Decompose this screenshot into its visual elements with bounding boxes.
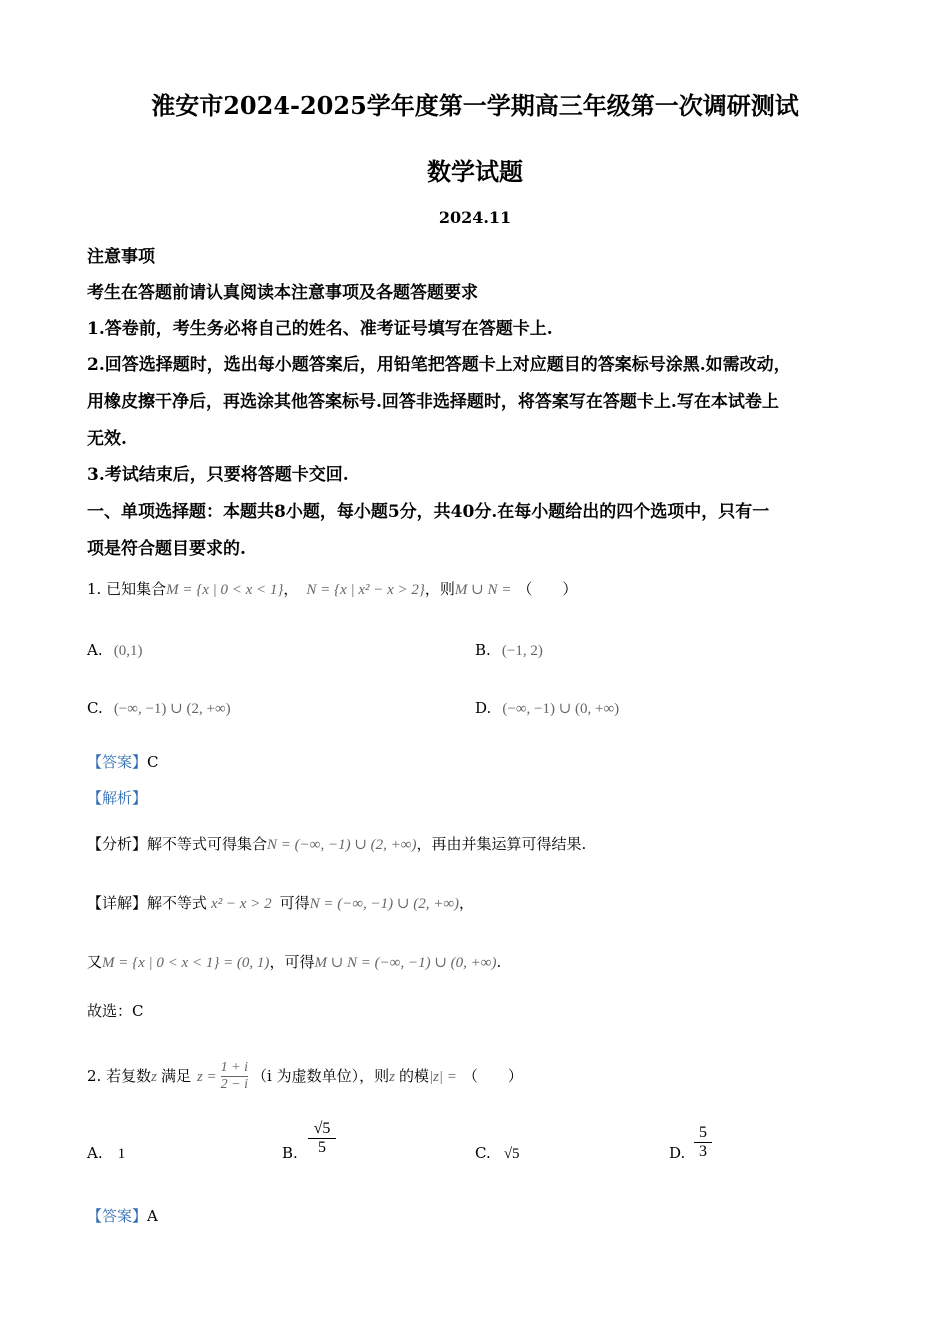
q1-xiangjie [87,892,474,913]
q2-option-d [669,1143,685,1162]
q2-answer [87,1205,158,1226]
q2-z: z [151,1069,157,1085]
q2-answer-value: A [147,1207,158,1225]
exam-subtitle: 数学试题 [427,157,523,186]
q2-option-d-num: 5 [699,1124,707,1141]
q2-option-a-label: A. [87,1144,103,1162]
q1-fenxi [87,833,586,854]
q1-you-label: 又 [87,953,103,971]
q1-union: M ∪ N = [454,582,512,598]
q1-answer-tag: 【答案】 [87,753,148,771]
q1-xiangjie-inequality: x² − x > 2 [211,896,272,912]
q2-paren: （ ） [462,1067,523,1085]
q2-option-d-label: D. [669,1144,686,1162]
notice-item-3: 3.考试结束后，只要将答题卡交回. [87,465,349,485]
q1-option-b-label: B. [475,641,491,659]
q2-modulus-expr: |z| = [428,1069,457,1085]
q2-option-b [282,1143,298,1162]
q1-option-d [475,698,619,718]
q1-stem [87,578,577,599]
q1-you-result: M ∪ N = (−∞, −1) ∪ (0, +∞) [314,955,497,971]
q2-option-c [475,1143,520,1163]
q1-option-b [475,640,543,660]
notice-item-1: 1.答卷前，考生务必将自己的姓名、准考证号填写在答题卡上. [87,319,553,339]
q1-option-a-label: A. [87,641,103,659]
q1-fenxi-expr: N = (−∞, −1) ∪ (2, +∞) [267,837,417,853]
q2-answer-tag: 【答案】 [87,1207,148,1225]
q1-xiangjie-expr: N = (−∞, −1) ∪ (2, +∞) [309,896,460,912]
q1-comma: ， [283,580,299,598]
q2-fraction-den: 2 − i [220,1077,249,1092]
q1-answer-value: C [147,753,159,771]
q2-fraction-num: 1 + i [220,1060,249,1075]
q2-option-b-den: 5 [308,1138,336,1157]
q2-z-lhs: z = [196,1069,217,1085]
section-heading-line-2: 项是符合题目要求的. [87,539,246,559]
exam-title: 淮安市2024-2025学年度第一学期高三年级第一次调研测试 [151,91,799,120]
q1-paren: （ ） [517,580,578,598]
exam-date: 2024.11 [438,208,512,227]
q2-satisfy: 满足 [160,1067,191,1085]
q1-option-d-label: D. [475,699,492,717]
q1-answer [87,751,159,772]
q1-you-end: . [496,953,502,971]
q1-you [87,951,501,972]
q1-option-a [87,640,142,660]
q1-fenxi-text-1: 解不等式可得集合 [147,835,268,853]
q1-conclusion: 故选：C [87,1002,144,1020]
q2-modulus-text: 的模 [398,1067,429,1085]
q2-z2: z [389,1069,395,1085]
section-heading-line-1: 一、单项选择题：本题共8小题，每小题5分，共40分.在每小题给出的四个选项中，只有一 [87,502,770,522]
q1-fenxi-text-2: ，再由并集运算可得结果. [416,835,587,853]
q1-set-n: N = {x | x² − x > 2} [306,582,425,598]
q1-xiangjie-text-1: 解不等式 [147,894,208,912]
q1-xiangjie-text-2: 可得 [279,894,310,912]
q2-prefix: 2. 若复数 [87,1067,152,1085]
q2-fraction [221,1060,248,1093]
q2-option-d-fraction [694,1124,712,1161]
q1-xiangjie-tag: 【详解】 [87,894,148,912]
q1-option-a-expr: (0,1) [113,643,143,659]
q1-option-c-label: C. [87,699,103,717]
q1-option-c-expr: (−∞, −1) ∪ (2, +∞) [113,701,231,717]
q1-then: ，则 [424,580,455,598]
q2-option-c-label: C. [475,1144,491,1162]
notice-item-2-line-2: 用橡皮擦干净后，再选涂其他答案标号.回答非选择题时，将答案写在答题卡上.写在本试卷上 [87,392,779,412]
q2-option-c-value: √5 [503,1146,520,1162]
q1-prefix: 1. 已知集合 [87,580,167,598]
q2-option-b-num: √5 [313,1120,331,1137]
q2-option-b-label: B. [282,1144,298,1162]
q1-set-m: M = {x | 0 < x < 1} [166,582,284,598]
notice-intro: 考生在答题前请认真阅读本注意事项及各题答题要求 [87,283,478,303]
q2-stem [87,1060,523,1093]
notice-item-2-line-1: 2.回答选择题时，选出每小题答案后，用铅笔把答题卡上对应题目的答案标号涂黑.如需改动， [87,355,791,375]
q2-option-d-den: 3 [694,1142,712,1161]
q1-analysis-tag: 【解析】 [87,789,148,807]
notice-heading: 注意事项 [87,247,155,267]
q1-you-text: ，可得 [269,953,315,971]
q2-note: （i 为虚数单位），则 [252,1067,390,1085]
notice-item-2-line-3: 无效. [87,429,127,449]
q2-option-a-value: 1 [117,1146,126,1162]
q1-option-d-expr: (−∞, −1) ∪ (0, +∞) [502,701,620,717]
q2-option-b-fraction [308,1120,336,1157]
q1-xiangjie-end: ， [459,894,475,912]
q1-you-expr: M = {x | 0 < x < 1} = (0, 1) [102,955,270,971]
q2-option-a [87,1143,125,1163]
q1-fenxi-tag: 【分析】 [87,835,148,853]
q1-option-b-expr: (−1, 2) [501,643,543,659]
q1-option-c [87,698,231,718]
